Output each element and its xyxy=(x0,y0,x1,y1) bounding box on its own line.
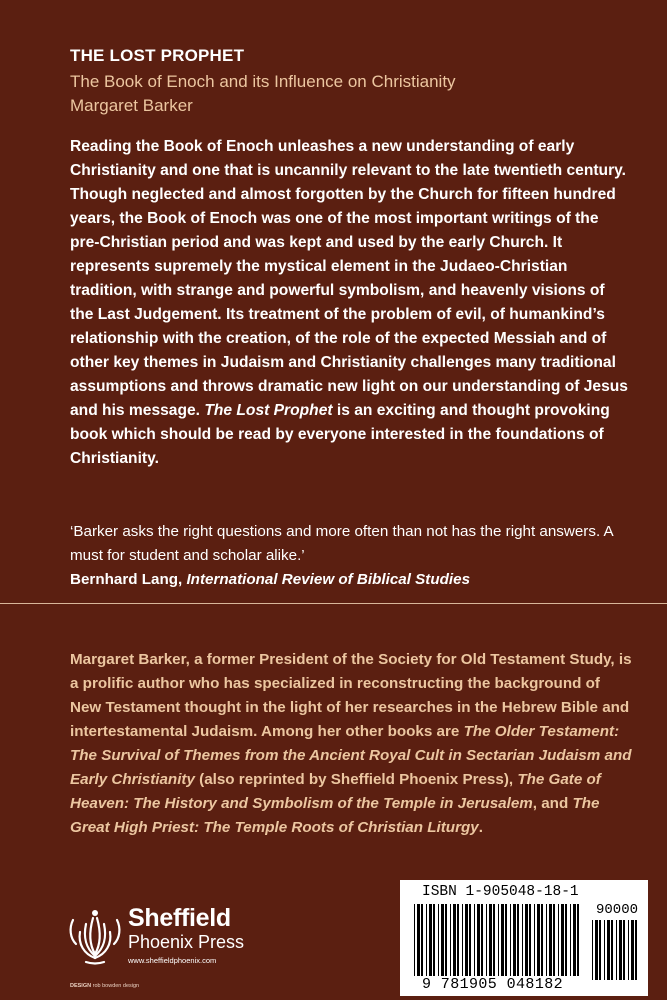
barcode-bar xyxy=(611,920,613,980)
barcode-bar xyxy=(421,904,423,976)
barcode-bar xyxy=(616,920,617,980)
bio-book-2: The Gate of Heaven: The History and Symbolism of the Temple in Jerusalem xyxy=(70,771,601,812)
bio-mid-2: , and xyxy=(532,795,573,812)
publisher-logo-block xyxy=(66,900,296,970)
bio-end: . xyxy=(478,819,483,836)
isbn-barcode xyxy=(400,880,648,996)
barcode-bar xyxy=(438,904,439,976)
barcode-bar xyxy=(628,920,629,980)
barcode-bar xyxy=(525,904,528,976)
design-credit xyxy=(70,983,139,989)
barcode-bar xyxy=(445,904,447,976)
phoenix-bird-icon xyxy=(66,904,124,966)
barcode-bar xyxy=(541,904,543,976)
barcode-bar xyxy=(565,904,567,976)
barcode-bar xyxy=(501,904,504,976)
review-publication: International Review of Biblical Studies xyxy=(186,571,471,588)
barcode-bar xyxy=(505,904,507,976)
barcode-bar xyxy=(493,904,495,976)
barcode-addon-bars xyxy=(592,920,640,980)
bio-mid-1: (also reprinted by Sheffield Phoenix Press), xyxy=(194,771,518,788)
barcode-bar xyxy=(481,904,483,976)
barcode-bars xyxy=(414,904,582,976)
barcode-bar xyxy=(595,920,598,980)
barcode-bar xyxy=(477,904,480,976)
barcode-bar xyxy=(570,904,571,976)
barcode-bar xyxy=(489,904,492,976)
barcode-bar xyxy=(604,920,605,980)
barcode-bar xyxy=(537,904,540,976)
barcode-bar xyxy=(441,904,444,976)
barcode-bar xyxy=(498,904,499,976)
barcode-bar xyxy=(486,904,487,976)
barcode-bar xyxy=(599,920,601,980)
barcode-bar xyxy=(522,904,523,976)
review-attribution xyxy=(70,568,630,592)
review-quote xyxy=(70,520,630,592)
barcode-bar xyxy=(513,904,516,976)
barcode-bar xyxy=(429,904,432,976)
barcode-bar xyxy=(549,904,552,976)
barcode-bar xyxy=(426,904,427,976)
book-subtitle: The Book of Enoch and its Influence on Christianity xyxy=(70,72,456,91)
barcode-bar xyxy=(457,904,459,976)
isbn-digits: 9 781905 048182 xyxy=(422,976,564,993)
barcode-bar xyxy=(623,920,625,980)
barcode-bar xyxy=(417,904,420,976)
review-quote-text: ‘Barker asks the right questions and more often than not has the right answers. A must for student and scholar alike.’ xyxy=(70,523,613,564)
barcode-bar xyxy=(619,920,622,980)
barcode-bar xyxy=(607,920,610,980)
barcode-bar xyxy=(546,904,547,976)
author-bio xyxy=(70,648,635,840)
barcode-bar xyxy=(517,904,519,976)
barcode-bar xyxy=(631,920,634,980)
barcode-bar xyxy=(462,904,463,976)
publisher-url: www.sheffieldphoenix.com xyxy=(128,956,217,965)
bio-intro: Margaret Barker, a former President of the Society for Old Testament Study, is a prolific author who has specialized in reconstructing the background of New Testament thought in the light of her researches in the Hebrew Bible and intertestamental Judaism. Among her other books are xyxy=(70,651,632,740)
blurb-paragraph xyxy=(70,135,630,471)
barcode-bar xyxy=(558,904,559,976)
design-label: DESIGN xyxy=(70,983,92,989)
book-author: Margaret Barker xyxy=(70,96,193,115)
bio-book-1: The Older Testament: The Survival of Themes from the Ancient Royal Cult in Sectarian Judaism and Early Christianity xyxy=(70,723,632,788)
barcode-bar xyxy=(592,920,593,980)
barcode-bar xyxy=(414,904,415,976)
price-code: 90000 xyxy=(596,902,639,918)
book-title: THE LOST PROPHET xyxy=(70,46,245,65)
barcode-bar xyxy=(433,904,435,976)
barcode-bar xyxy=(529,904,531,976)
blurb-italic-title: The Lost Prophet xyxy=(204,402,333,419)
barcode-bar xyxy=(573,904,576,976)
blurb-text-end: is an exciting and thought provoking book which should be read by everyone interested in the foundations of Christianity. xyxy=(70,402,610,467)
barcode-bar xyxy=(635,920,637,980)
barcode-bar xyxy=(465,904,468,976)
barcode-bar xyxy=(450,904,451,976)
barcode-bar xyxy=(453,904,456,976)
isbn-label: ISBN 1-905048-18-1 xyxy=(422,884,579,900)
barcode-bar xyxy=(534,904,535,976)
barcode-bar xyxy=(553,904,555,976)
blurb-text-start: Reading the Book of Enoch unleashes a new understanding of early Christianity and one that is uncannily relevant to the late twentieth century. Though neglected and almost forgotten by the Church for fifteen hundred years, the Book of Enoch was one of the most important writings of the pre-Christian period and was kept and used by the early Church. It represents supremely the mystical element in the Judaeo-Christian tradition, with strange and powerful symbolism, and heavenly visions of the Last Judgement. Its treatment of the problem of evil, of humankind’s relationship with the creation, of the role of the expected Messiah and of other key themes in Judaism and Christianity challenges many traditional assumptions and throws dramatic new light on our understanding of Jesus and his message. xyxy=(70,138,628,419)
designer-name: rob bowden design xyxy=(92,983,140,989)
barcode-bar xyxy=(561,904,564,976)
barcode-bar xyxy=(469,904,471,976)
reviewer-name: Bernhard Lang, xyxy=(70,571,187,588)
publisher-name: Sheffield xyxy=(128,904,231,932)
bio-book-3: The Great High Priest: The Temple Roots of Christian Liturgy xyxy=(70,795,600,836)
section-divider xyxy=(0,603,667,604)
barcode-bar xyxy=(474,904,475,976)
barcode-bar xyxy=(577,904,579,976)
barcode-bar xyxy=(510,904,511,976)
publisher-name-line2: Phoenix Press xyxy=(128,932,245,952)
